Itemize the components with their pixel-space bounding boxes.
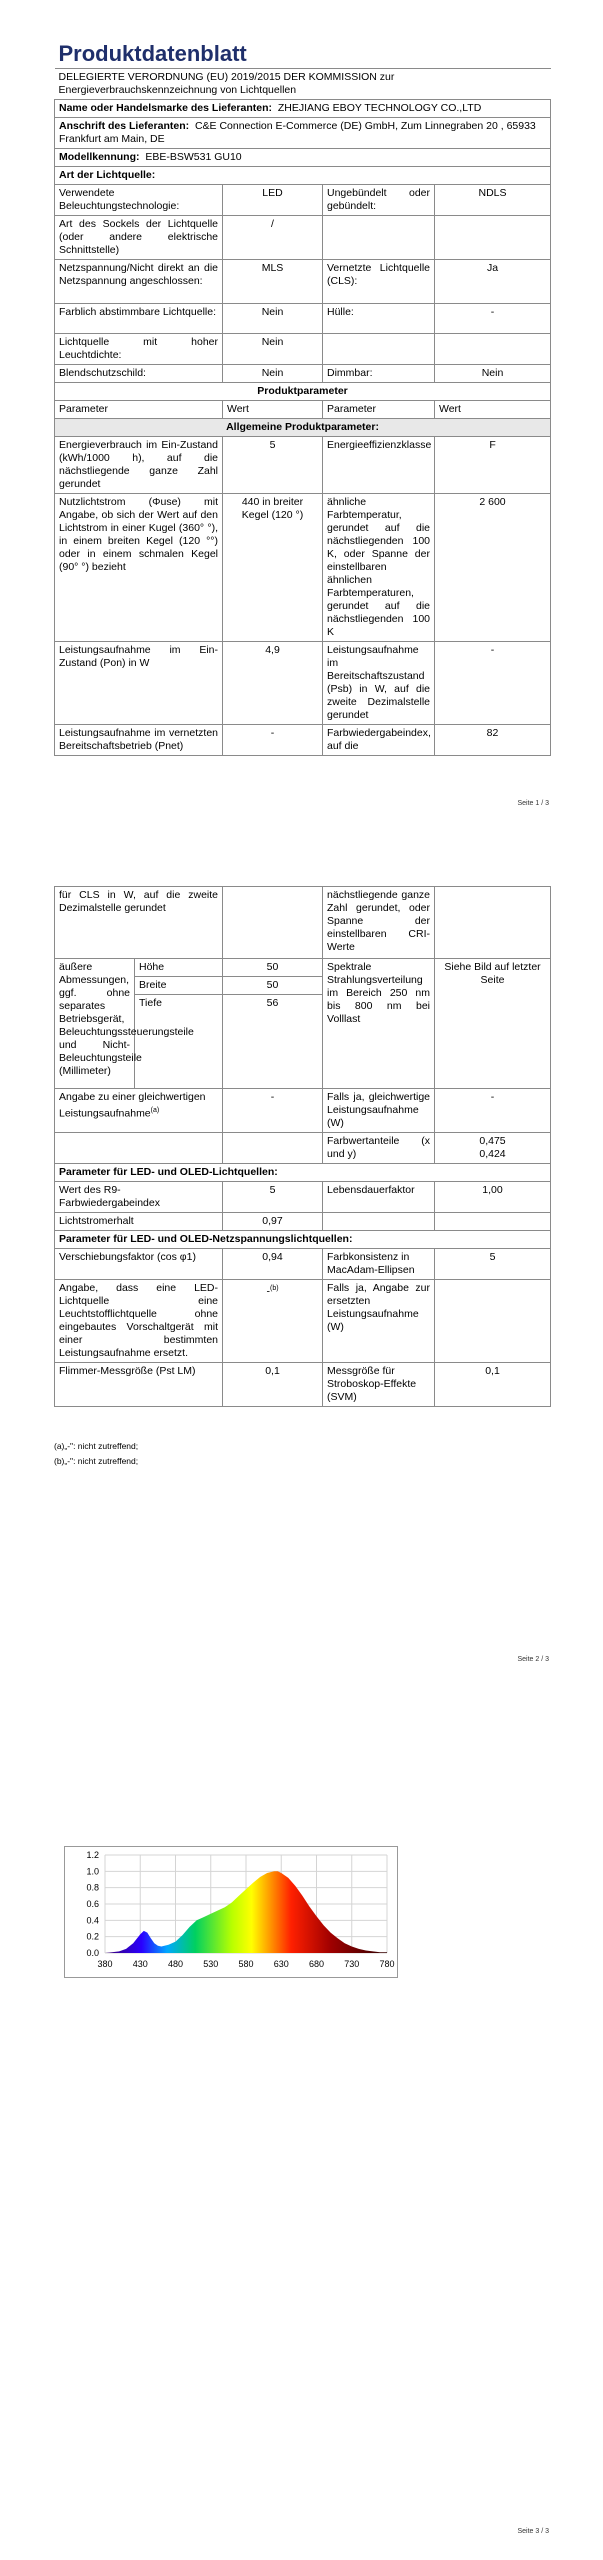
page-2 xyxy=(0,816,603,1688)
param-label: Falls ja, gleichwertige Leistungsaufnahme (W) xyxy=(323,1089,435,1133)
param-value: NDLS xyxy=(435,185,551,216)
column-header: Wert xyxy=(223,401,323,419)
general-params-heading: Allgemeine Produktparameter: xyxy=(55,419,551,437)
param-label: Ungebündelt oder gebündelt: xyxy=(323,185,435,216)
y-tick-label: 0.8 xyxy=(86,1882,99,1893)
param-value xyxy=(435,334,551,365)
param-value: Nein xyxy=(223,304,323,334)
param-value xyxy=(435,216,551,260)
y-tick-label: 1.2 xyxy=(86,1850,99,1860)
x-tick-label: 580 xyxy=(238,1959,254,1969)
y-tick-label: 0.6 xyxy=(86,1899,99,1909)
param-value: - xyxy=(435,304,551,334)
table-row xyxy=(55,1089,551,1133)
param-value: 2 600 xyxy=(435,494,551,642)
param-label: Lichtstromerhalt xyxy=(55,1213,223,1231)
table-row xyxy=(55,887,551,959)
param-label: Energieeffizienzklasse xyxy=(323,437,435,494)
equiv-label: Angabe zu einer gleichwertigen Leistungsaufnahme xyxy=(59,1091,206,1120)
table-row xyxy=(55,725,551,756)
param-value xyxy=(223,1280,323,1363)
param-value: - xyxy=(223,725,323,756)
dimension-name: Höhe xyxy=(135,959,223,977)
table-row xyxy=(55,494,551,642)
column-header: Parameter xyxy=(323,401,435,419)
table-row xyxy=(55,642,551,725)
table-row xyxy=(55,365,551,383)
supplier-address-label: Anschrift des Lieferanten: xyxy=(59,120,190,132)
param-label: Verwendete Beleuchtungstechnologie: xyxy=(55,185,223,216)
param-value: 0,1 xyxy=(435,1363,551,1407)
footnote-ref: (a) xyxy=(150,1107,160,1114)
page-number: Seite 3 / 3 xyxy=(517,2528,549,2535)
param-label: Flimmer-Messgröße (Pst LM) xyxy=(55,1363,223,1407)
param-value: F xyxy=(435,437,551,494)
light-source-type-heading: Art der Lichtquelle: xyxy=(55,167,551,185)
param-label: Falls ja, Angabe zur ersetzten Leistungsaufnahme (W) xyxy=(323,1280,435,1363)
y-tick-label: 0.0 xyxy=(86,1948,99,1958)
param-value: LED xyxy=(223,185,323,216)
table-row xyxy=(55,1363,551,1407)
page-3 xyxy=(0,1688,603,2560)
page-1 xyxy=(0,0,603,816)
param-value: 4,9 xyxy=(223,642,323,725)
param-value: 0,97 xyxy=(223,1213,323,1231)
param-label: Lichtquelle mit hoher Leuchtdichte: xyxy=(55,334,223,365)
page-number: Seite 1 / 3 xyxy=(517,800,549,807)
page-number: Seite 2 / 3 xyxy=(517,1656,549,1663)
param-value: 5 xyxy=(223,437,323,494)
param-label xyxy=(323,216,435,260)
param-label: Leistungsaufnahme im Ein-Zustand (Pon) in W xyxy=(55,642,223,725)
footnote-ref: (b) xyxy=(269,1285,279,1292)
table-row xyxy=(55,260,551,304)
param-label: Art des Sockels der Lichtquelle (oder andere elektrische Schnittstelle) xyxy=(55,216,223,260)
x-tick-label: 630 xyxy=(273,1959,289,1969)
param-value: 0,1 xyxy=(223,1363,323,1407)
model-row xyxy=(55,149,551,167)
param-label: nächstliegende ganze Zahl gerundet, oder Spanne der einstellbaren CRI-Werte xyxy=(323,887,435,959)
x-tick-label: 730 xyxy=(344,1959,360,1969)
param-label: Energieverbrauch im Ein-Zustand (kWh/1000 h), auf die nächstliegende ganze Zahl gerundet xyxy=(55,437,223,494)
param-label: Nutzlichtstrom (Φuse) mit Angabe, ob sich der Wert auf den Lichtstrom in einer Kugel (360° °), in einem breiten Kegel (120 °°) oder in einem schmalen Kegel (90° °) bezieht xyxy=(55,494,223,642)
supplier-address-row xyxy=(55,118,551,149)
led-params-heading: Parameter für LED- und OLED-Lichtquellen: xyxy=(55,1164,551,1182)
x-tick-label: 680 xyxy=(308,1959,325,1969)
param-label: Angabe, dass eine LED-Lichtquelle eine Leuchtstofflichtquelle ohne eingebautes Vorschaltgerät mit einer bestimmten Leistungsaufnahme ersetzt. xyxy=(55,1280,223,1363)
x-tick-label: 430 xyxy=(132,1959,148,1969)
param-value: Ja xyxy=(435,260,551,304)
param-value: 440 in breiter Kegel (120 °) xyxy=(223,494,323,642)
product-params-heading: Produktparameter xyxy=(55,383,551,401)
dimension-name: Tiefe xyxy=(135,995,223,1089)
table-row xyxy=(55,304,551,334)
table-row xyxy=(55,1280,551,1363)
param-label: Messgröße für Stroboskop-Effekte (SVM) xyxy=(323,1363,435,1407)
param-label: Dimmbar: xyxy=(323,365,435,383)
table-row xyxy=(55,1182,551,1213)
param-value: Nein xyxy=(435,365,551,383)
datasheet-page-1 xyxy=(54,38,550,756)
model-value: EBE-BSW531 GU10 xyxy=(145,151,242,163)
chroma-y: 0,424 xyxy=(479,1148,506,1160)
param-value xyxy=(435,1280,551,1363)
table-row xyxy=(55,959,551,977)
param-label: für CLS in W, auf die zweite Dezimalstelle gerundet xyxy=(55,887,223,959)
param-value: - xyxy=(435,1089,551,1133)
param-value: 82 xyxy=(435,725,551,756)
footnote-b: (b)„-": nicht zutreffend; xyxy=(54,1456,139,1466)
dimension-value: 56 xyxy=(223,995,323,1089)
param-value: / xyxy=(223,216,323,260)
param-label: Farblich abstimmbare Lichtquelle: xyxy=(55,304,223,334)
param-label: Verschiebungsfaktor (cos φ1) xyxy=(55,1249,223,1280)
param-value: Siehe Bild auf letzter Seite xyxy=(435,959,551,1089)
y-tick-label: 1.0 xyxy=(86,1866,99,1877)
param-value: - xyxy=(435,642,551,725)
param-label: Lebensdauerfaktor xyxy=(323,1182,435,1213)
param-value: Nein xyxy=(223,365,323,383)
param-label: Leistungsaufnahme im vernetzten Bereitschaftsbetrieb (Pnet) xyxy=(55,725,223,756)
param-label: Netzspannung/Nicht direkt an die Netzspannung angeschlossen: xyxy=(55,260,223,304)
datasheet-page-2 xyxy=(54,886,550,1407)
param-value: - xyxy=(223,1089,323,1133)
table-row xyxy=(55,216,551,260)
param-label: ähnliche Farbtemperatur, gerundet auf die nächstliegenden 100 K, oder Spanne der einstellbaren ähnlichen Farbtemperaturen, gerundet auf die nächstliegenden 100 K xyxy=(323,494,435,642)
spectral-chart-frame xyxy=(64,1846,398,1978)
document-title: Produktdatenblatt xyxy=(58,41,247,66)
table-row xyxy=(55,1213,551,1231)
table-header-row xyxy=(55,401,551,419)
table-row xyxy=(55,185,551,216)
y-tick-label: 0.4 xyxy=(86,1915,99,1926)
dimension-name: Breite xyxy=(135,977,223,995)
supplier-address-value: C&E Connection E-Commerce (DE) GmbH, Zum Linnegraben 20 , 65933 Frankfurt am Main, DE xyxy=(59,120,536,145)
param-label: Farbwertanteile (x und y) xyxy=(323,1133,435,1164)
spectral-chart xyxy=(65,1847,397,1977)
column-header: Wert xyxy=(435,401,551,419)
y-tick-label: 0.2 xyxy=(86,1931,99,1942)
table-row xyxy=(55,1249,551,1280)
mains-params-heading: Parameter für LED- und OLED-Netzspannungslichtquellen: xyxy=(55,1231,551,1249)
param-value: MLS xyxy=(223,260,323,304)
dimension-value: 50 xyxy=(223,977,323,995)
param-value: 5 xyxy=(223,1182,323,1213)
x-tick-label: 780 xyxy=(379,1959,395,1969)
param-label: Leistungsaufnahme im Bereitschaftszustand (Psb) in W, auf die zweite Dezimalstelle gerundet xyxy=(323,642,435,725)
param-label: Farbkonsistenz in MacAdam-Ellipsen xyxy=(323,1249,435,1280)
param-value: 5 xyxy=(435,1249,551,1280)
param-label: Wert des R9-Farbwiedergabeindex xyxy=(55,1182,223,1213)
param-label: Hülle: xyxy=(323,304,435,334)
param-label xyxy=(323,334,435,365)
param-value: 0,94 xyxy=(223,1249,323,1280)
column-header: Parameter xyxy=(55,401,223,419)
supplier-name-label: Name oder Handelsmarke des Lieferanten: xyxy=(59,102,272,114)
chroma-x: 0,475 xyxy=(479,1135,506,1147)
param-value: Nein xyxy=(223,334,323,365)
x-tick-label: 480 xyxy=(167,1959,184,1969)
regulation-text: DELEGIERTE VERORDNUNG (EU) 2019/2015 DER KOMMISSION zur Energieverbrauchskennzeichnung von Lichtquellen xyxy=(55,69,551,100)
param-label: Vernetzte Lichtquelle (CLS): xyxy=(323,260,435,304)
datasheet-table-1 xyxy=(54,38,551,756)
x-tick-label: 380 xyxy=(97,1959,113,1969)
param-value xyxy=(435,1133,551,1164)
param-label xyxy=(55,1089,223,1133)
supplier-name-value: ZHEJIANG EBOY TECHNOLOGY CO.,LTD xyxy=(277,102,482,114)
param-label: Blendschutzschild: xyxy=(55,365,223,383)
param-label: Spektrale Strahlungsverteilung im Bereich 250 nm bis 800 nm bei Volllast xyxy=(323,959,435,1089)
model-label: Modellkennung: xyxy=(59,151,140,163)
table-row xyxy=(55,334,551,365)
param-value: 1,00 xyxy=(435,1182,551,1213)
supplier-name-row xyxy=(55,100,551,118)
param-label: Farbwiedergabeindex, auf die xyxy=(323,725,435,756)
dimensions-label: äußere Abmessungen, ggf. ohne separates Betriebsgerät, Beleuchtungssteuerungsteile und Nicht-Beleuchtungsteile (Millimeter) xyxy=(55,959,135,1089)
footnote-a: (a)„-": nicht zutreffend; xyxy=(54,1441,139,1451)
table-row xyxy=(55,1133,551,1164)
footnotes xyxy=(54,1439,138,1469)
dimension-value: 50 xyxy=(223,959,323,977)
replace-value: - xyxy=(266,1285,270,1298)
x-tick-label: 530 xyxy=(203,1959,219,1969)
table-row xyxy=(55,437,551,494)
datasheet-table-2 xyxy=(54,886,551,1407)
